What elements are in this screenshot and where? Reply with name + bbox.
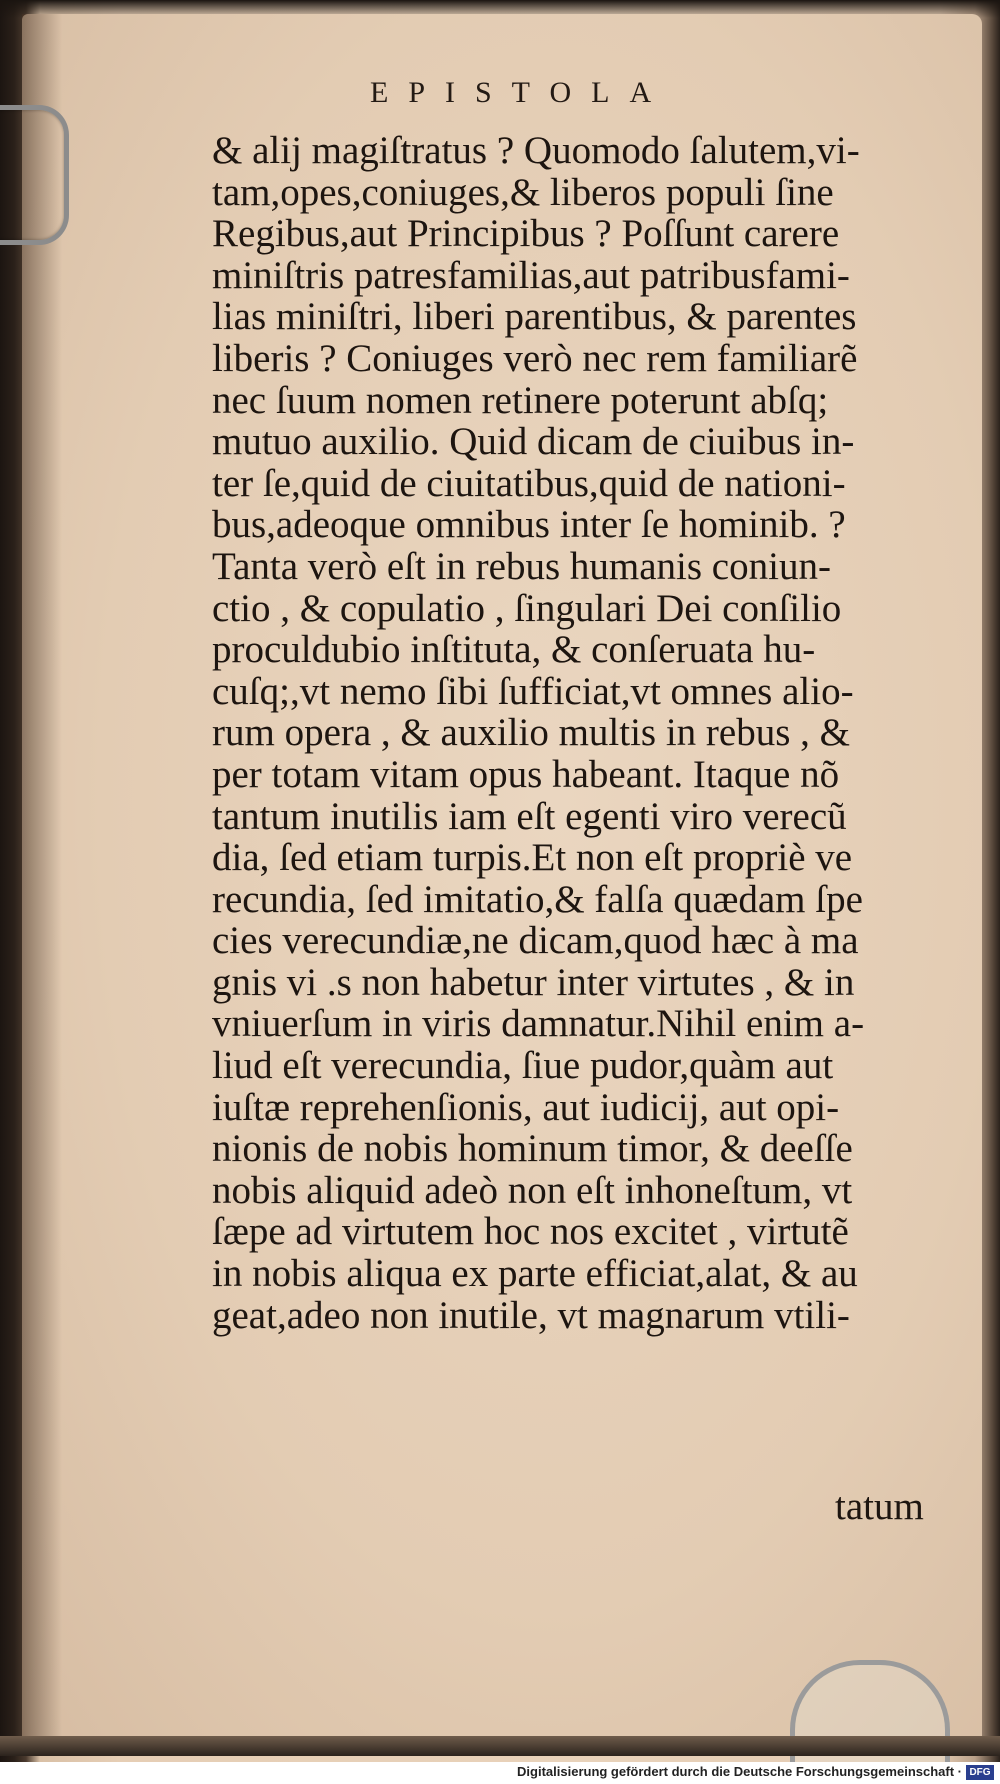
text-line: & alij magiſtratus ? Quomodo ſalutem,vi- [212,129,860,172]
catchword: tatum [835,1485,924,1528]
text-line: cies verecundiæ,ne dicam,quod hæc à ma [212,919,859,963]
text-line: Tanta verò eſt in rebus humanis coniun- [212,544,831,588]
text-line: tantum inutilis iam eſt egenti viro verecũ [212,794,847,838]
text-line: in nobis aliqua ex parte efficiat,alat, & au [212,1252,858,1296]
digitization-footer [0,1762,1000,1784]
text-line: geat,adeo non inutile, vt magnarum vtili- [212,1293,850,1337]
text-line: ter ſe,quid de ciuitatibus,quid de nationi- [212,461,846,505]
text-line: proculdubio inſtituta, & conſeruata hu- [212,628,816,672]
text-line: nionis de nobis hominum timor, & deeſſe [212,1127,853,1171]
spine-shadow [22,14,62,1754]
text-line: bus,adeoque omnibus inter ſe hominib. ? [212,503,846,547]
text-line: ctio , & copulatio , ſingulari Dei conſilio [212,586,842,630]
text-line: vniuerſum in viris damnatur.Nihil enim a- [212,1002,865,1046]
text-line: Regibus,aut Principibus ? Poſſunt carere [212,212,840,256]
text-line: tam,opes,coniuges,& liberos populi ſine [212,170,834,214]
text-line: rum opera , & auxilio multis in rebus , & [212,711,850,755]
text-line: recundia, ſed imitatio,& falſa quædam ſpe [212,877,863,921]
dfg-logo: DFG [966,1765,994,1780]
book-clip-left [0,105,69,245]
text-line: cuſq;,vt nemo ſibi ſufficiat,vt omnes alio- [212,669,854,713]
text-line: nec ſuum nomen retinere poterunt abſq; [212,378,829,422]
text-line: nobis aliquid adeò non eſt inhoneſtum, vt [212,1168,853,1212]
text-line: miniſtris patresfamilias,aut patribusfami- [212,253,850,297]
text-line: iuſtæ reprehenſionis, aut iudicij, aut opi- [212,1085,840,1129]
text-line: per totam vitam opus habeant. Itaque nõ [212,752,840,796]
text-line: ſæpe ad virtutem hoc nos excitet , virtutẽ [212,1210,849,1254]
text-line: liberis ? Coniuges verò nec rem familiarẽ [212,336,858,380]
book-clip-bottom [790,1660,950,1775]
text-line: dia, ſed etiam turpis.Et non eſt propriè ve [212,836,853,880]
text-line: gnis vi .s non habetur inter virtutes , & in [212,960,855,1004]
text-line: mutuo auxilio. Quid dicam de ciuibus in- [212,420,855,464]
text-line: lias miniſtri, liberi parentibus, & parentes [212,295,857,339]
body-text [212,130,962,1336]
book-bottom-edge [0,1736,1000,1756]
funding-credit: Digitalisierung gefördert durch die Deutsche Forschungsgemeinschaft · [517,1764,962,1779]
text-line: liud eſt verecundia, ſiue pudor,quàm aut [212,1044,834,1088]
running-header: EPISTOLA [370,76,672,109]
